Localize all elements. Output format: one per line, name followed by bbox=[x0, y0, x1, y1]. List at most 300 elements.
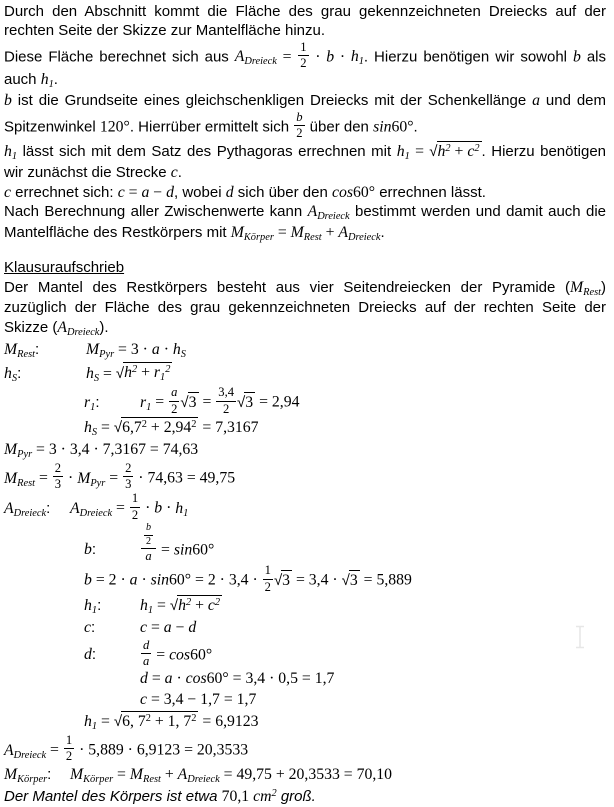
math-variable: ADreieck bbox=[57, 319, 100, 339]
math-variable: ADreieck bbox=[4, 499, 47, 519]
math-number: = 5,889 bbox=[359, 571, 412, 589]
math-number: = bbox=[147, 670, 165, 688]
math-number: = bbox=[35, 469, 52, 487]
subscript: 1 bbox=[183, 507, 189, 519]
math-variable: a bbox=[171, 385, 178, 400]
math-number: 2 bbox=[300, 56, 307, 70]
subscript: Dreieck bbox=[244, 56, 277, 68]
radical-sign-icon: √ bbox=[169, 596, 179, 614]
math-variable: MRest bbox=[4, 341, 35, 361]
square-root bbox=[114, 417, 199, 438]
math-variable: b bbox=[146, 521, 152, 533]
text-run: . bbox=[413, 118, 418, 136]
math-variable: a bbox=[151, 341, 160, 359]
text-run: groß. bbox=[276, 787, 316, 805]
text-run: . Hierzu benötigen wir zunächst die Strecke bbox=[4, 142, 607, 181]
math-number: 60° bbox=[352, 183, 376, 201]
math-number: = 3 · bbox=[114, 341, 152, 359]
subscript: 1 bbox=[147, 604, 154, 616]
math-number: 6, $7^2$ bbox=[122, 713, 151, 731]
math-number: 2 bbox=[222, 401, 230, 416]
fraction-numerator bbox=[294, 111, 304, 126]
math-variable: sin bbox=[373, 118, 392, 136]
subscript: Dreieck bbox=[317, 211, 350, 223]
text-run: Nach Berechnung aller Zwischenwerte kann bbox=[4, 203, 308, 221]
fraction-numerator bbox=[141, 523, 156, 549]
conclusion-line bbox=[4, 787, 606, 807]
radicand bbox=[437, 141, 482, 162]
math-number: 60° bbox=[190, 646, 213, 664]
math-variable: MRest bbox=[129, 765, 161, 785]
math-variable: ADreieck bbox=[307, 203, 350, 223]
math-variable: $c^2$ bbox=[207, 596, 221, 614]
calc-line-13 bbox=[4, 669, 606, 689]
line-label bbox=[4, 499, 70, 520]
fraction-numerator bbox=[130, 492, 140, 507]
radical-sign-icon: √ bbox=[115, 365, 125, 383]
math-variable: b bbox=[296, 110, 303, 125]
math-variable: ADreieck bbox=[177, 765, 220, 785]
text-run: ist die Grundseite eines gleichschenkligen Dreiecks mit der Schenkellänge bbox=[11, 92, 533, 110]
superscript: 2 bbox=[191, 418, 197, 430]
math-variable: d bbox=[143, 637, 150, 652]
text-run: errechnet sich: bbox=[11, 183, 118, 201]
math-variable: c bbox=[170, 163, 178, 181]
math-variable: MKörper bbox=[230, 224, 274, 244]
math-number: = 2,94 bbox=[255, 393, 300, 411]
math-number: = bbox=[113, 765, 130, 783]
math-variable: $h^2$ bbox=[178, 596, 192, 614]
fraction bbox=[293, 111, 305, 140]
fraction-numerator bbox=[141, 639, 151, 654]
subscript: 1 bbox=[91, 721, 98, 733]
subscript: Dreieck bbox=[13, 507, 47, 519]
text-run: Der Mantel des Restkörpers besteht aus vier Seitendreiecken der Pyramide ( bbox=[4, 279, 570, 297]
line-label bbox=[84, 596, 140, 617]
subscript: 1 bbox=[160, 372, 166, 384]
subscript: 1 bbox=[48, 79, 54, 91]
radical-sign-icon: √ bbox=[429, 142, 438, 160]
math-number: + bbox=[450, 142, 468, 160]
radical-sign-icon: √ bbox=[237, 393, 246, 411]
subscript: S bbox=[180, 349, 186, 361]
math-number: + bbox=[146, 419, 164, 437]
square-root bbox=[170, 595, 222, 616]
math-variable: MRest bbox=[4, 469, 35, 489]
math-variable: a bbox=[129, 571, 138, 589]
math-number: 70,1 bbox=[221, 787, 254, 805]
text-run: : bbox=[97, 596, 102, 614]
line-label bbox=[4, 340, 86, 361]
fraction-denominator bbox=[298, 56, 308, 70]
radicand bbox=[349, 570, 360, 591]
math-number: 2 bbox=[54, 461, 62, 476]
radicand bbox=[177, 595, 222, 616]
calc-line-12 bbox=[4, 639, 606, 668]
superscript: 2 bbox=[271, 787, 277, 799]
superscript: 2 bbox=[474, 142, 480, 154]
fraction-denominator bbox=[123, 477, 133, 491]
math-variable: b bbox=[84, 571, 92, 589]
fraction-numerator bbox=[216, 386, 236, 401]
square-root bbox=[237, 392, 255, 413]
intro-paragraph-3 bbox=[4, 91, 606, 140]
subscript: Körper bbox=[83, 773, 114, 785]
math-number: · bbox=[159, 341, 173, 359]
line-label bbox=[84, 540, 140, 560]
ibeam-cursor-icon bbox=[573, 625, 587, 649]
math-variable: $h^2$ bbox=[437, 142, 451, 160]
math-variable: c bbox=[140, 691, 147, 709]
math-variable: ADreieck bbox=[70, 499, 113, 519]
subscript: Dreieck bbox=[13, 749, 47, 761]
math-number: − bbox=[171, 618, 189, 636]
math-variable: MRest bbox=[570, 279, 601, 299]
math-number: 3 bbox=[125, 477, 132, 492]
text-run: als auch bbox=[4, 48, 606, 89]
text-run: , wobei bbox=[174, 183, 226, 201]
line-label bbox=[84, 645, 140, 665]
fraction-numerator bbox=[64, 734, 74, 749]
math-variable: $cm^2$ bbox=[253, 787, 277, 805]
subscript: S bbox=[93, 373, 100, 385]
square-root bbox=[274, 570, 292, 591]
section-heading bbox=[4, 259, 606, 278]
math-variable: ADreieck bbox=[4, 741, 47, 761]
math-number: 2 bbox=[125, 461, 132, 476]
subscript: Rest bbox=[583, 287, 601, 299]
text-run: ). bbox=[99, 319, 109, 337]
superscript: 2 bbox=[131, 364, 138, 376]
radicand bbox=[121, 711, 198, 732]
math-number: = bbox=[99, 365, 116, 383]
math-variable: b bbox=[326, 48, 335, 66]
math-number: = bbox=[152, 646, 170, 664]
math-variable: sin bbox=[173, 541, 193, 559]
text-run: und dem Spitzenwinkel bbox=[4, 92, 606, 136]
intro-paragraph-6 bbox=[4, 202, 606, 244]
fraction-numerator bbox=[298, 41, 308, 56]
text-run: ) zuzüglich der Fläche des grau gekennzeichneten Dreiecks auf der rechten Seite der Skizze ( bbox=[4, 279, 606, 337]
subscript: Pyr bbox=[17, 448, 33, 460]
math-number: = 2 · bbox=[91, 571, 130, 589]
math-variable: a bbox=[143, 654, 150, 669]
math-number: 2 bbox=[131, 507, 139, 522]
math-number: = bbox=[273, 224, 291, 242]
superscript: 2 bbox=[165, 364, 171, 376]
math-variable: a bbox=[532, 92, 540, 110]
line-label bbox=[84, 393, 140, 414]
text-run: : bbox=[17, 365, 22, 383]
math-number: $6,7^2$ bbox=[122, 418, 147, 437]
subscript: 1 bbox=[404, 150, 410, 162]
radical-sign-icon: √ bbox=[180, 393, 189, 411]
math-variable: cos bbox=[331, 183, 353, 201]
text-run: . bbox=[380, 224, 385, 242]
fraction bbox=[262, 564, 274, 593]
math-number: = 3,4 · bbox=[292, 571, 342, 589]
radical-sign-icon: √ bbox=[113, 419, 123, 437]
math-variable: d bbox=[166, 183, 174, 201]
math-variable: a bbox=[141, 183, 150, 201]
math-variable: MKörper bbox=[70, 765, 114, 785]
math-variable: h1 bbox=[140, 596, 154, 616]
math-variable: b bbox=[572, 48, 581, 66]
math-number: 3 bbox=[349, 571, 358, 589]
math-variable: MPyr bbox=[77, 469, 106, 489]
text-run: Der Mantel des Körpers ist etwa bbox=[4, 787, 222, 805]
subscript: Pyr bbox=[99, 349, 115, 361]
math-variable: h1 bbox=[396, 142, 410, 162]
fraction-denominator bbox=[64, 749, 74, 763]
calc-line-9 bbox=[4, 564, 606, 593]
fraction bbox=[140, 523, 157, 563]
math-variable: cos bbox=[169, 646, 191, 664]
math-number: 1 bbox=[300, 39, 307, 54]
calc-line-14 bbox=[4, 690, 606, 710]
calc-line-2 bbox=[4, 362, 606, 385]
intro-paragraph-1 bbox=[4, 3, 606, 41]
text-run: . bbox=[53, 71, 58, 89]
math-number: + bbox=[137, 364, 154, 382]
math-variable: hS bbox=[86, 365, 100, 385]
heading-text: Klausuraufschrieb bbox=[4, 259, 125, 277]
text-run: über den bbox=[305, 118, 374, 136]
math-number: 2 bbox=[296, 126, 303, 141]
text-run: : bbox=[35, 341, 40, 359]
math-variable: MPyr bbox=[4, 441, 33, 460]
math-variable: a bbox=[145, 549, 152, 564]
math-variable: d bbox=[225, 183, 234, 201]
radical-sign-icon: √ bbox=[113, 713, 123, 731]
math-number: 3 bbox=[282, 571, 291, 589]
math-number: · 5,889 · 6,9123 = 20,3533 bbox=[75, 741, 249, 759]
fraction bbox=[168, 386, 180, 415]
math-number: 3 bbox=[54, 477, 62, 492]
math-variable: h1 bbox=[84, 596, 98, 616]
math-variable: a bbox=[163, 618, 172, 636]
math-number: = bbox=[198, 393, 216, 411]
math-variable: hS bbox=[172, 341, 186, 361]
calc-line-5 bbox=[4, 440, 606, 461]
subscript: Rest bbox=[143, 773, 161, 785]
text-run: sich über den bbox=[233, 183, 332, 201]
fraction bbox=[52, 462, 64, 491]
math-number: 1 bbox=[131, 491, 139, 506]
math-number: 2 bbox=[146, 535, 152, 547]
radicand bbox=[188, 392, 199, 413]
subscript: Dreieck bbox=[187, 773, 220, 785]
math-variable: d bbox=[84, 646, 92, 664]
fraction-numerator bbox=[53, 462, 63, 477]
superscript: 2 bbox=[145, 713, 151, 725]
calc-line-4 bbox=[4, 417, 606, 439]
fraction bbox=[215, 386, 237, 415]
radicand bbox=[121, 417, 198, 438]
math-number: = bbox=[147, 618, 164, 636]
math-variable: d bbox=[140, 670, 148, 688]
math-number: · 74,63 = 49,75 bbox=[134, 469, 236, 487]
math-number: 60° bbox=[192, 541, 215, 559]
calc-line-3 bbox=[4, 386, 606, 415]
math-variable: $r1^2$ bbox=[153, 364, 171, 384]
radicand bbox=[123, 362, 172, 384]
math-number: 2 bbox=[171, 401, 178, 416]
math-number: = 3 · 3,4 · 7,3167 = 74,63 bbox=[32, 441, 199, 459]
subscript: 1 bbox=[146, 401, 152, 413]
fraction bbox=[122, 462, 134, 491]
text-run: lässt sich mit dem Satz des Pythagoras errechnen mit bbox=[17, 142, 397, 160]
fraction-denominator bbox=[216, 402, 236, 416]
fraction-numerator bbox=[123, 462, 133, 477]
math-number: · bbox=[334, 48, 351, 66]
calc-line-17 bbox=[4, 765, 606, 786]
intro-paragraph-4 bbox=[4, 141, 606, 183]
text-run: errechnen lässt. bbox=[375, 183, 486, 201]
math-variable: MKörper bbox=[4, 765, 48, 785]
text-cursor-artifact bbox=[573, 625, 587, 649]
subscript: Körper bbox=[243, 232, 274, 244]
text-run: bestimmt werden und damit auch die Mantelfläche des Restkörpers mit bbox=[4, 203, 607, 242]
subscript: Dreieck bbox=[79, 507, 113, 519]
subscript: Rest bbox=[17, 349, 35, 361]
math-number: · bbox=[137, 571, 151, 589]
superscript: 2 bbox=[141, 418, 147, 430]
line-label bbox=[4, 364, 86, 385]
text-run: . bbox=[177, 163, 182, 181]
math-number: = bbox=[409, 142, 430, 160]
radicand bbox=[281, 570, 292, 591]
subscript: S bbox=[91, 426, 98, 438]
text-run: : bbox=[47, 765, 52, 783]
text-run: Durch den Abschnitt kommt die Fläche des grau gekennzeichneten Dreiecks auf der rechten Seite der Skizze zur Mantelfläche hinzu. bbox=[4, 3, 606, 39]
subscript: Körper bbox=[17, 773, 48, 785]
intro-paragraph-2 bbox=[4, 41, 606, 91]
text-run: : bbox=[91, 618, 96, 636]
subscript: Pyr bbox=[90, 477, 106, 489]
calc-line-7 bbox=[4, 492, 606, 521]
text-run: : bbox=[46, 499, 51, 517]
superscript: 2 bbox=[185, 596, 192, 608]
superscript: 2 bbox=[214, 596, 221, 608]
math-number: 2,94$^2$ bbox=[163, 418, 197, 437]
math-number: + bbox=[150, 713, 168, 731]
text-run: : bbox=[91, 541, 97, 559]
math-variable: a bbox=[164, 670, 173, 688]
math-number: · bbox=[141, 499, 155, 517]
math-number: = bbox=[105, 469, 123, 487]
text-run: . Hierrüber ermittelt sich bbox=[129, 118, 294, 136]
math-number: + bbox=[321, 224, 339, 242]
fraction-denominator bbox=[141, 654, 151, 668]
square-root bbox=[342, 570, 360, 591]
math-number: = 3,4 − 1,7 = 1,7 bbox=[147, 691, 257, 709]
math-number: = bbox=[276, 48, 298, 66]
fraction bbox=[143, 523, 154, 547]
square-root bbox=[116, 362, 173, 384]
math-variable: sin bbox=[150, 571, 170, 589]
subscript: 1 bbox=[91, 604, 98, 616]
math-variable: b bbox=[4, 92, 12, 110]
fraction bbox=[140, 639, 152, 668]
math-variable: h1 bbox=[350, 48, 364, 68]
math-number: 1 bbox=[65, 733, 73, 748]
math-number: = bbox=[46, 741, 63, 759]
subscript: 1 bbox=[358, 56, 364, 68]
math-variable: hS bbox=[4, 365, 18, 385]
line-label bbox=[4, 765, 70, 786]
math-number: 3 bbox=[188, 393, 197, 411]
calc-line-11 bbox=[4, 618, 606, 638]
math-number: + bbox=[160, 765, 178, 783]
math-number: · bbox=[309, 48, 327, 66]
math-variable: b bbox=[84, 541, 92, 559]
math-variable: b bbox=[154, 499, 163, 517]
math-number: 60° = 3,4 · 0,5 = 1,7 bbox=[206, 670, 335, 688]
radical-sign-icon: √ bbox=[341, 571, 350, 589]
fraction-denominator bbox=[144, 536, 153, 548]
fraction-denominator bbox=[294, 126, 304, 140]
square-root bbox=[114, 711, 199, 732]
radicand bbox=[244, 392, 255, 413]
math-number: − bbox=[149, 183, 167, 201]
intro-paragraph-5 bbox=[4, 183, 606, 203]
text-run: . Hierzu benötigen wir sowohl bbox=[363, 48, 573, 66]
math-number: 1, $7^2$ bbox=[167, 713, 197, 731]
calc-line-15 bbox=[4, 711, 606, 733]
fraction bbox=[129, 492, 141, 521]
fraction-numerator bbox=[169, 386, 179, 401]
radical-sign-icon: √ bbox=[273, 571, 283, 589]
math-number: 60° = 2 · 3,4 · bbox=[169, 571, 262, 589]
subscript: 1 bbox=[11, 150, 18, 162]
math-variable: r1 bbox=[140, 393, 152, 413]
math-number: = bbox=[157, 541, 174, 559]
math-number: = bbox=[153, 596, 170, 614]
subscript: Rest bbox=[17, 477, 35, 489]
math-number: = 7,3167 bbox=[198, 419, 259, 437]
math-variable: c bbox=[117, 183, 125, 201]
math-variable: h1 bbox=[40, 71, 54, 91]
math-variable: cos bbox=[185, 670, 207, 688]
subscript: Dreieck bbox=[348, 232, 381, 244]
math-number: = bbox=[151, 393, 169, 411]
fraction-denominator bbox=[53, 477, 63, 491]
math-variable: d bbox=[188, 618, 197, 636]
math-variable: c bbox=[140, 618, 147, 636]
calc-line-8 bbox=[4, 523, 606, 563]
calc-line-10 bbox=[4, 595, 606, 617]
math-variable: h1 bbox=[84, 713, 98, 733]
text-run: : bbox=[91, 646, 97, 664]
calc-line-16 bbox=[4, 734, 606, 763]
subscript: S bbox=[11, 373, 18, 385]
math-number: = bbox=[97, 419, 114, 437]
math-number: = 49,75 + 20,3533 = 70,10 bbox=[219, 765, 393, 783]
klausur-intro-paragraph bbox=[4, 278, 606, 339]
math-number: · bbox=[172, 670, 186, 688]
math-number: 3 bbox=[245, 393, 254, 411]
math-variable: c bbox=[4, 183, 11, 201]
subscript: Rest bbox=[303, 232, 322, 244]
math-variable: MRest bbox=[290, 224, 322, 244]
subscript: 1 bbox=[90, 401, 96, 413]
intro-section bbox=[4, 3, 606, 244]
fraction-denominator bbox=[130, 508, 140, 522]
math-number: 3,4 bbox=[218, 385, 235, 400]
fraction-numerator bbox=[144, 523, 153, 536]
math-number: = 6,9123 bbox=[198, 713, 259, 731]
